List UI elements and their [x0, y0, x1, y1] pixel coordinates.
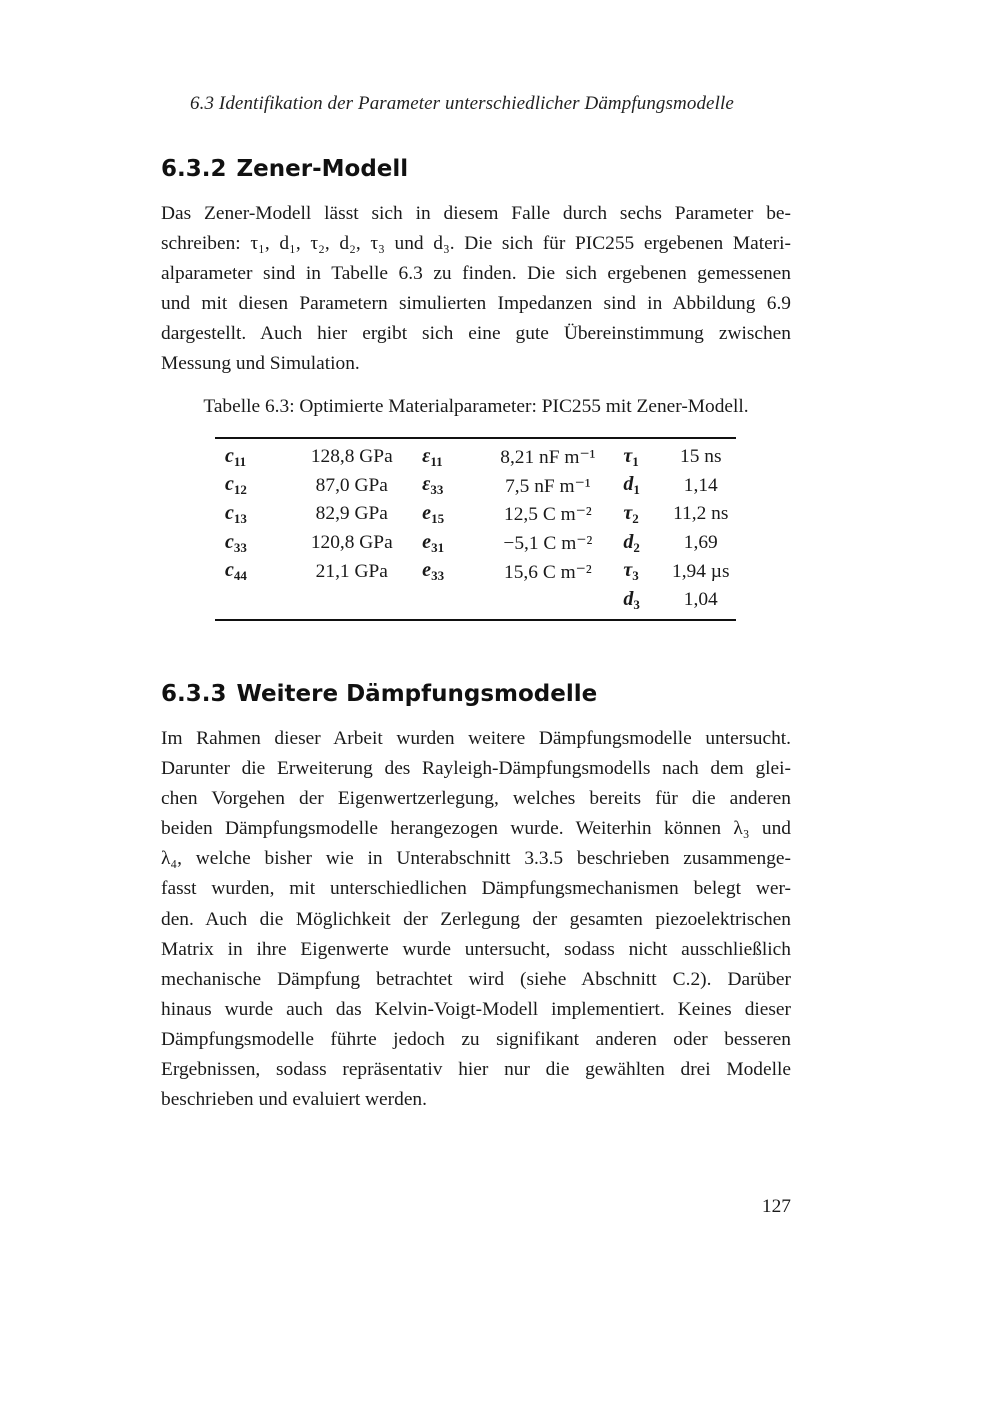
parameter-symbol — [215, 472, 281, 501]
symbol-subscript: 11 — [233, 453, 247, 469]
section-title: Zener-Modell — [236, 156, 409, 182]
parameter-value: 87,0 GPa — [315, 474, 388, 496]
parameter-value: 15,6 C m⁻² — [504, 561, 592, 583]
text-line: dargestellt. Auch hier ergibt sich eine gute Übereinstimmung zwischen — [161, 323, 791, 345]
symbol-subscript: 3 — [632, 568, 639, 584]
text-line: Dämpfungsmodelle führte jedoch zu signifikant anderen oder besseren — [161, 1028, 791, 1050]
table-row — [215, 586, 736, 615]
table-caption: Tabelle 6.3: Optimierte Materialparameter: PIC255 mit Zener-Modell. — [203, 396, 749, 417]
parameter-symbol — [422, 557, 472, 586]
text-line: mechanische Dämpfung betrachtet wird (siehe Abschnitt C.2). Darüber — [161, 968, 791, 990]
symbol-subscript: 3 — [633, 596, 640, 612]
symbol-subscript: 1 — [632, 453, 639, 469]
symbol-subscript: 2 — [633, 539, 640, 555]
symbol-base: d — [623, 587, 634, 610]
parameter-table — [215, 437, 736, 621]
text-line: den. Auch die Möglichkeit der Zerlegung der gesamten piezoelektrischen — [161, 908, 791, 930]
table-row — [215, 557, 736, 586]
table-top-rule — [215, 437, 736, 439]
section-heading-6-3-3 — [161, 681, 801, 707]
paragraph-further-models — [161, 724, 791, 1115]
parameter-symbol — [422, 586, 472, 615]
symbol-subscript: 33 — [430, 482, 444, 498]
symbol-base: c — [225, 559, 234, 582]
parameter-value: 21,1 GPa — [315, 560, 388, 582]
text-line: Das Zener-Modell lässt sich in diesem Falle durch sechs Parameter be- — [161, 203, 791, 224]
parameter-value — [281, 586, 422, 615]
parameter-symbol — [623, 529, 665, 558]
parameter-value: 1,69 — [683, 532, 718, 554]
parameter-symbol — [623, 443, 665, 472]
symbol-base: τ — [623, 501, 633, 524]
page-number: 127 — [761, 1196, 791, 1217]
symbol-base: d — [623, 530, 634, 553]
symbol-base: c — [225, 444, 234, 467]
text-line: und mit diesen Parametern simulierten Impedanzen sind in Abbildung 6.9 — [161, 293, 791, 315]
symbol-base: c — [225, 530, 234, 553]
symbol-subscript: 15 — [431, 510, 445, 526]
parameter-symbol — [215, 443, 281, 472]
symbol-subscript: 33 — [431, 568, 445, 584]
table-row — [215, 500, 736, 529]
section-number: 6.3.2 — [161, 156, 227, 182]
text-line: Darunter die Erweiterung des Rayleigh-Dämpfungsmodells nach dem glei- — [161, 758, 791, 780]
symbol-subscript: 2 — [632, 510, 639, 526]
parameter-symbol — [215, 500, 281, 529]
text-line: beiden Dämpfungsmodelle herangezogen wurde. Weiterhin können λ₃ und — [161, 818, 791, 840]
parameter-value: 1,04 — [683, 589, 718, 611]
text-line: fasst wurden, mit unterschiedlichen Dämpfungsmechanismen belegt wer- — [161, 878, 791, 900]
symbol-subscript: 44 — [233, 568, 247, 584]
parameter-value: 120,8 GPa — [310, 532, 393, 554]
symbol-base: c — [225, 501, 234, 524]
symbol-subscript: 11 — [430, 453, 443, 469]
symbol-base: c — [225, 473, 234, 496]
section-title: Weitere Dämpfungsmodelle — [236, 681, 598, 707]
symbol-base: τ — [623, 559, 633, 582]
parameter-value: −5,1 C m⁻² — [503, 533, 593, 555]
paragraph-zener — [161, 199, 791, 380]
text-line: beschrieben und evaluiert werden. — [161, 1089, 427, 1111]
text-line: Matrix in ihre Eigenwerte wurde untersucht, sodass nicht ausschließlich — [161, 938, 791, 960]
parameter-value: 7,5 nF m⁻¹ — [505, 475, 591, 497]
symbol-base: τ — [623, 444, 633, 467]
parameter-value: 1,94 µs — [672, 560, 730, 582]
table-row — [215, 472, 736, 501]
running-header: 6.3 Identifikation der Parameter unterschiedlicher Dämpfungsmodelle — [190, 93, 734, 114]
parameter-value — [472, 586, 623, 615]
symbol-subscript: 13 — [233, 510, 247, 526]
table-row — [215, 443, 736, 472]
text-line: schreiben: τ₁, d₁, τ₂, d₂, τ₃ und d₃. Die sich für PIC255 ergebenen Materi- — [161, 233, 791, 255]
symbol-base: e — [422, 501, 432, 524]
parameter-value: 11,2 ns — [673, 503, 729, 525]
parameter-value: 15 ns — [680, 446, 722, 468]
parameter-value: 8,21 nF m⁻¹ — [500, 447, 596, 469]
parameter-symbol — [422, 443, 472, 472]
symbol-subscript: 33 — [233, 539, 247, 555]
symbol-subscript: 31 — [431, 539, 445, 555]
symbol-subscript: 1 — [633, 482, 640, 498]
parameter-value: 1,14 — [683, 474, 718, 496]
parameter-value: 82,9 GPa — [315, 503, 388, 525]
text-line: λ₄, welche bisher wie in Unterabschnitt 3.3.5 beschrieben zusammenge- — [161, 848, 791, 870]
symbol-base: ε — [422, 444, 431, 467]
text-line: Ergebnissen, sodass repräsentativ hier nur die gewählten drei Modelle — [161, 1059, 791, 1081]
text-line: alparameter sind in Tabelle 6.3 zu finden. Die sich ergebenen gemessenen — [161, 263, 791, 285]
parameter-symbol — [623, 472, 665, 501]
parameter-value: 128,8 GPa — [310, 446, 393, 468]
table-row — [215, 529, 736, 558]
symbol-base: d — [623, 473, 634, 496]
section-heading-6-3-2 — [161, 156, 801, 182]
parameter-symbol — [422, 472, 472, 501]
parameter-value: 12,5 C m⁻² — [504, 504, 592, 526]
parameter-symbol — [215, 529, 281, 558]
parameter-symbol — [215, 557, 281, 586]
parameter-symbol — [623, 500, 665, 529]
symbol-base: ε — [422, 473, 431, 496]
text-line: chen Vorgehen der Eigenwertzerlegung, welches bereits für die anderen — [161, 788, 791, 810]
text-line: Im Rahmen dieser Arbeit wurden weitere Dämpfungsmodelle untersucht. — [161, 728, 791, 749]
parameter-symbol — [422, 529, 472, 558]
symbol-base: e — [422, 530, 432, 553]
parameter-symbol — [623, 586, 665, 615]
text-line: hinaus wurde auch das Kelvin-Voigt-Modell implementiert. Keines dieser — [161, 998, 791, 1020]
parameter-symbol — [422, 500, 472, 529]
symbol-base: e — [422, 559, 432, 582]
parameter-symbol — [623, 557, 665, 586]
symbol-subscript: 12 — [233, 482, 247, 498]
text-line: Messung und Simulation. — [161, 353, 360, 375]
section-number: 6.3.3 — [161, 681, 227, 707]
table-bottom-rule — [215, 619, 736, 621]
parameter-symbol — [215, 586, 281, 615]
